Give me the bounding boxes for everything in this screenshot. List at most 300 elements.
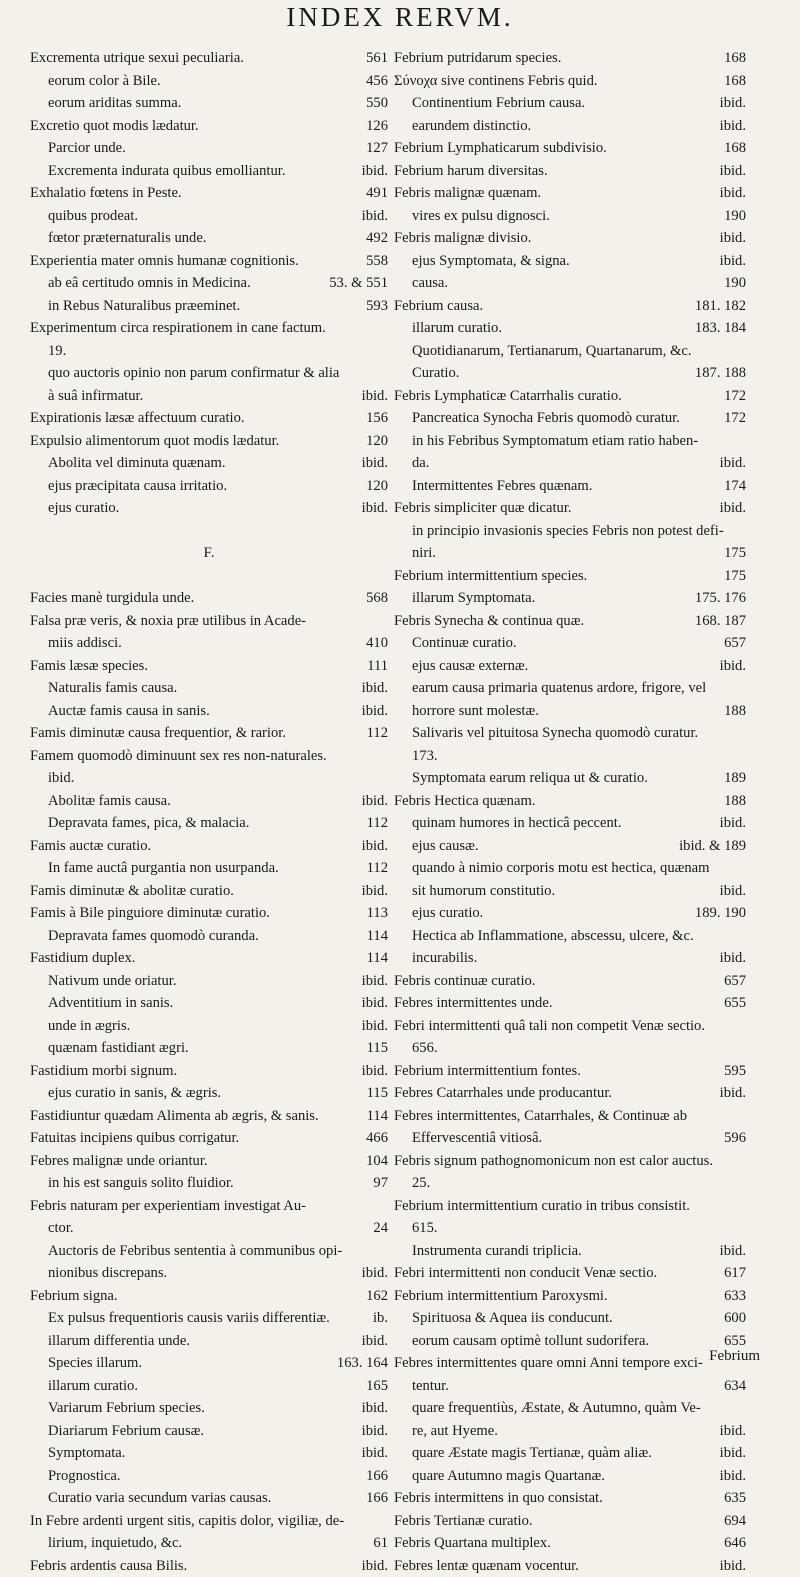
index-entry <box>394 767 746 790</box>
entry-text: ejus curatio. <box>412 902 483 925</box>
page-reference: 561 <box>360 47 388 70</box>
entry-text: Nativum unde oriatur. <box>48 970 176 993</box>
page-reference: ibid. <box>356 452 388 475</box>
index-entry <box>30 1532 388 1555</box>
entry-text: Famis diminutæ causa frequentior, & rarior. <box>30 722 286 745</box>
page-reference: 168 <box>718 47 746 70</box>
entry-text: Hectica ab Inflammatione, abscessu, ulcere, &c. <box>412 925 694 948</box>
page-reference: 114 <box>361 1105 388 1128</box>
page-reference: ibid. <box>356 160 388 183</box>
index-entry <box>394 1060 746 1083</box>
index-entry <box>394 655 746 678</box>
entry-text: Febris Synecha & continua quæ. <box>394 610 584 633</box>
entry-text: eorum color à Bile. <box>48 70 161 93</box>
index-entry <box>394 1555 746 1577</box>
index-entry <box>30 1307 388 1330</box>
index-entry <box>394 565 746 588</box>
entry-text: re, aut Hyeme. <box>412 1420 498 1443</box>
page-reference: 600 <box>718 1307 746 1330</box>
entry-text: eorum ariditas summa. <box>48 92 181 115</box>
index-entry <box>394 137 746 160</box>
index-entry <box>30 497 388 520</box>
page-reference: ibid. <box>714 880 746 903</box>
entry-text: Febris intermittens in quo consistat. <box>394 1487 603 1510</box>
entry-text: illarum differentia unde. <box>48 1330 190 1353</box>
entry-text: Febris malignæ divisio. <box>394 227 531 250</box>
entry-text: quinam humores in hecticâ peccent. <box>412 812 622 835</box>
index-entry <box>30 1105 388 1128</box>
index-entry <box>394 497 746 520</box>
entry-text: Fastidium morbi signum. <box>30 1060 177 1083</box>
page-reference: 120 <box>360 430 388 453</box>
index-entry <box>394 70 746 93</box>
page-reference: 596 <box>718 1127 746 1150</box>
page-reference: ibid. <box>356 700 388 723</box>
entry-text: eorum causam optimè tollunt sudorifera. <box>412 1330 649 1353</box>
entry-text: Abolita vel diminuta quænam. <box>48 452 226 475</box>
entry-text: Febrium intermittentium fontes. <box>394 1060 581 1083</box>
page-reference: 593 <box>360 295 388 318</box>
page-reference: 491 <box>360 182 388 205</box>
page-reference: 558 <box>360 250 388 273</box>
entry-text: Symptomata. <box>48 1442 125 1465</box>
entry-text: Instrumenta curandi triplicia. <box>412 1240 582 1263</box>
page-reference: ibid. <box>356 1330 388 1353</box>
index-entry <box>30 272 388 295</box>
entry-text: Febris Quartana multiplex. <box>394 1532 551 1555</box>
entry-text: Expulsio alimentorum quot modis lædatur. <box>30 430 279 453</box>
entry-text: Curatio. <box>412 362 459 385</box>
entry-text: Intermittentes Febres quænam. <box>412 475 592 498</box>
index-entry <box>30 700 388 723</box>
page-reference: 410 <box>360 632 388 655</box>
page-reference: ibid. & 189 <box>673 835 746 858</box>
index-entry <box>394 430 746 453</box>
page-reference: ibid. <box>356 1442 388 1465</box>
index-entry <box>394 992 746 1015</box>
entry-text: Febres malignæ unde oriantur. <box>30 1150 208 1173</box>
index-entry <box>394 1420 746 1443</box>
index-entry <box>30 767 388 790</box>
page-reference: ibid. <box>714 227 746 250</box>
index-entry <box>30 430 388 453</box>
page-reference: 183. 184 <box>689 317 746 340</box>
entry-text: 615. <box>412 1217 438 1240</box>
page-reference: 635 <box>718 1487 746 1510</box>
page-reference: 156 <box>360 407 388 430</box>
entry-text: Salivaris vel pituitosa Synecha quomodò curatur. <box>412 722 698 745</box>
index-entry <box>30 947 388 970</box>
page-reference: 166 <box>360 1465 388 1488</box>
index-entry <box>30 1442 388 1465</box>
index-entry <box>30 655 388 678</box>
page-reference: 655 <box>718 1330 746 1353</box>
entry-text: 173. <box>412 745 438 768</box>
index-entry <box>30 1127 388 1150</box>
index-entry <box>30 1375 388 1398</box>
index-entry <box>394 745 746 768</box>
index-entry <box>394 835 746 858</box>
index-entry <box>30 1555 388 1577</box>
index-entry <box>394 947 746 970</box>
page-reference: 97 <box>367 1172 388 1195</box>
index-entry <box>394 520 746 543</box>
entry-text: Exhalatio fœtens in Peste. <box>30 182 182 205</box>
page-reference: ibid. <box>714 1442 746 1465</box>
index-entry <box>30 452 388 475</box>
entry-text: Febres Catarrhales unde producantur. <box>394 1082 612 1105</box>
page-reference: 168 <box>718 70 746 93</box>
page-reference: 646 <box>718 1532 746 1555</box>
index-entry <box>394 1172 746 1195</box>
page-reference: ibid. <box>714 1555 746 1577</box>
entry-text: Febrium causa. <box>394 295 483 318</box>
entry-text: Continentium Febrium causa. <box>412 92 585 115</box>
index-entry <box>394 1150 746 1173</box>
page-reference: ibid. <box>714 812 746 835</box>
entry-text: ejus causæ. <box>412 835 478 858</box>
entry-text: ab eâ certitudo omnis in Medicina. <box>48 272 251 295</box>
entry-text: Continuæ curatio. <box>412 632 517 655</box>
page-reference: 175. 176 <box>689 587 746 610</box>
entry-text: illarum Symptomata. <box>412 587 535 610</box>
page-reference: ibid. <box>356 1420 388 1443</box>
index-entry <box>394 182 746 205</box>
page-reference: ibid. <box>714 1420 746 1443</box>
index-entry <box>30 407 388 430</box>
entry-text: Febrium intermittentium Paroxysmi. <box>394 1285 608 1308</box>
index-entry <box>394 925 746 948</box>
page-reference: 657 <box>718 970 746 993</box>
entry-text: Depravata fames quomodò curanda. <box>48 925 259 948</box>
page-reference: ibid. <box>714 655 746 678</box>
page-reference: ibid. <box>356 205 388 228</box>
entry-text: quare Æstate magis Tertianæ, quàm aliæ. <box>412 1442 652 1465</box>
page-reference: 634 <box>718 1375 746 1398</box>
index-entry <box>30 880 388 903</box>
index-entry <box>30 115 388 138</box>
index-entry <box>394 205 746 228</box>
page-reference: 188 <box>718 700 746 723</box>
page-reference: ibid. <box>356 1262 388 1285</box>
page-reference: ibid. <box>714 1082 746 1105</box>
page-reference: 175 <box>718 542 746 565</box>
entry-text: Expirationis læsæ affectuum curatio. <box>30 407 245 430</box>
page-reference: 120 <box>360 475 388 498</box>
index-entry <box>394 1442 746 1465</box>
entry-text: Depravata fames, pica, & malacia. <box>48 812 249 835</box>
entry-text: Febris continuæ curatio. <box>394 970 535 993</box>
entry-text: Variarum Febrium species. <box>48 1397 205 1420</box>
entry-text: 656. <box>412 1037 438 1060</box>
page-reference: ibid. <box>356 677 388 700</box>
entry-text: incurabilis. <box>412 947 477 970</box>
index-entry <box>30 250 388 273</box>
entry-text: Febres lentæ quænam vocentur. <box>394 1555 579 1577</box>
entry-text: in his Febribus Symptomatum etiam ratio haben- <box>412 430 698 453</box>
page-reference: 163. 164 <box>331 1352 388 1375</box>
index-entry <box>30 1060 388 1083</box>
entry-text: lirium, inquietudo, &c. <box>48 1532 182 1555</box>
page-reference: 456 <box>360 70 388 93</box>
entry-text: Febris simpliciter quæ dicatur. <box>394 497 572 520</box>
entry-text: 19. <box>48 340 66 363</box>
entry-text: Naturalis famis causa. <box>48 677 177 700</box>
entry-text: miis addisci. <box>48 632 122 655</box>
entry-text: niri. <box>412 542 436 565</box>
left-column <box>30 47 388 1577</box>
page-reference: ibid. <box>714 182 746 205</box>
entry-text: horrore sunt molestæ. <box>412 700 539 723</box>
entry-text: Pancreatica Synocha Febris quomodò curatur. <box>412 407 680 430</box>
index-entry <box>30 902 388 925</box>
entry-text: à suâ infirmatur. <box>48 385 143 408</box>
index-entry <box>394 632 746 655</box>
page-reference: 187. 188 <box>689 362 746 385</box>
index-entry <box>30 812 388 835</box>
entry-text: illarum curatio. <box>412 317 502 340</box>
page-reference: ibid. <box>356 385 388 408</box>
index-entry <box>30 340 388 363</box>
page-reference: ibid. <box>714 115 746 138</box>
section-letter <box>30 542 388 565</box>
index-entry <box>30 92 388 115</box>
index-entry <box>30 295 388 318</box>
index-entry <box>394 1510 746 1533</box>
page-reference: ibid. <box>714 497 746 520</box>
entry-text: quare Autumno magis Quartanæ. <box>412 1465 605 1488</box>
entry-text: quando à nimio corporis motu est hectica, quænam <box>412 857 709 880</box>
entry-text: ejus Symptomata, & signa. <box>412 250 570 273</box>
index-entry <box>30 565 388 588</box>
page-reference: 127 <box>360 137 388 160</box>
index-entry <box>394 452 746 475</box>
index-entry <box>30 1510 388 1533</box>
page-reference: 190 <box>718 205 746 228</box>
entry-text: Facies manè turgidula unde. <box>30 587 194 610</box>
page-reference: ibid. <box>714 947 746 970</box>
index-entry <box>394 610 746 633</box>
index-entry <box>30 1285 388 1308</box>
index-entry <box>30 745 388 768</box>
page-reference: 172 <box>718 385 746 408</box>
index-entry <box>394 362 746 385</box>
entry-text: Quotidianarum, Tertianarum, Quartanarum, &c. <box>412 340 692 363</box>
page-reference: 595 <box>718 1060 746 1083</box>
right-column <box>394 47 746 1577</box>
page-reference: 174 <box>718 475 746 498</box>
entry-text: Febris signum pathognomonicum non est calor auctus. <box>394 1150 713 1173</box>
page-reference: ibid. <box>356 790 388 813</box>
entry-text: Auctæ famis causa in sanis. <box>48 700 210 723</box>
page-reference: 113 <box>361 902 388 925</box>
index-entry <box>30 160 388 183</box>
index-entry <box>30 1465 388 1488</box>
entry-text: tentur. <box>412 1375 449 1398</box>
index-entry <box>30 1082 388 1105</box>
index-entry <box>30 925 388 948</box>
entry-text: nionibus discrepans. <box>48 1262 167 1285</box>
entry-text: unde in ægris. <box>48 1015 130 1038</box>
index-entry <box>30 1172 388 1195</box>
index-entry <box>30 1240 388 1263</box>
index-entry <box>394 812 746 835</box>
index-entry <box>394 47 746 70</box>
entry-text: in principio invasionis species Febris non potest defi- <box>412 520 724 543</box>
index-entry <box>394 587 746 610</box>
index-entry <box>394 1397 746 1420</box>
page-reference: ibid. <box>714 452 746 475</box>
index-entry <box>394 1262 746 1285</box>
index-entry <box>30 205 388 228</box>
entry-text: Febrium intermittentium species. <box>394 565 587 588</box>
index-entry <box>394 1330 746 1353</box>
entry-text: fœtor præternaturalis unde. <box>48 227 206 250</box>
entry-text: Febrium signa. <box>30 1285 118 1308</box>
index-entry <box>30 1150 388 1173</box>
entry-text: ibid. <box>48 767 74 790</box>
index-entry <box>394 857 746 880</box>
index-entry <box>394 1105 746 1128</box>
entry-text: Prognostica. <box>48 1465 121 1488</box>
page-reference: 162 <box>360 1285 388 1308</box>
page-reference: ibid. <box>714 250 746 273</box>
entry-text: causa. <box>412 272 448 295</box>
page-reference: 189. 190 <box>689 902 746 925</box>
entry-text: Febres intermittentes, Catarrhales, & Continuæ ab <box>394 1105 687 1128</box>
page-reference: 657 <box>718 632 746 655</box>
index-entry <box>394 250 746 273</box>
page-reference: ibid. <box>356 1397 388 1420</box>
index-entry <box>30 1195 388 1218</box>
entry-text: Ex pulsus frequentioris causis variis differentiæ. <box>48 1307 330 1330</box>
page-reference: 550 <box>360 92 388 115</box>
entry-text: Febris malignæ quænam. <box>394 182 541 205</box>
index-entry <box>394 970 746 993</box>
page-reference: ibid. <box>714 92 746 115</box>
entry-text: Diariarum Febrium causæ. <box>48 1420 204 1443</box>
index-entry <box>394 227 746 250</box>
index-entry <box>394 1352 746 1375</box>
entry-text: Excrementa indurata quibus emolliantur. <box>48 160 285 183</box>
index-entry <box>394 1532 746 1555</box>
entry-text: Febrium putridarum species. <box>394 47 561 70</box>
index-entry <box>394 295 746 318</box>
entry-text: In fame auctâ purgantia non usurpanda. <box>48 857 279 880</box>
page-reference: 61 <box>367 1532 388 1555</box>
entry-text: Abolitæ famis causa. <box>48 790 171 813</box>
entry-text: Spirituosa & Aquea iis conducunt. <box>412 1307 613 1330</box>
entry-text: F. <box>204 542 215 565</box>
index-entry <box>30 632 388 655</box>
index-entry <box>394 700 746 723</box>
index-entry <box>394 1285 746 1308</box>
page-reference: 114 <box>361 947 388 970</box>
entry-text: 25. <box>412 1172 430 1195</box>
entry-text: in his est sanguis solito fluidior. <box>48 1172 234 1195</box>
index-entry <box>394 340 746 363</box>
entry-text: quo auctoris opinio non parum confirmatur & alia <box>48 362 339 385</box>
page-reference: ib. <box>367 1307 388 1330</box>
index-entry <box>30 722 388 745</box>
entry-text: in Rebus Naturalibus præeminet. <box>48 295 240 318</box>
index-entry <box>394 1465 746 1488</box>
page-reference: ibid. <box>714 1465 746 1488</box>
page-reference: ibid. <box>356 497 388 520</box>
index-entry <box>394 1375 746 1398</box>
entry-text: Parcior unde. <box>48 137 126 160</box>
entry-text: Febri intermittenti non conducit Venæ sectio. <box>394 1262 657 1285</box>
entry-text: Febris Hectica quænam. <box>394 790 535 813</box>
index-entry <box>394 902 746 925</box>
index-entry <box>30 1352 388 1375</box>
page-reference: 111 <box>361 655 388 678</box>
entry-text: Experientia mater omnis humanæ cognitionis. <box>30 250 299 273</box>
index-entry <box>30 227 388 250</box>
page-reference: 53. & 551 <box>323 272 388 295</box>
page-reference: 617 <box>718 1262 746 1285</box>
page-reference: ibid. <box>714 1240 746 1263</box>
page-reference: 112 <box>361 857 388 880</box>
entry-text: Curatio varia secundum varias causas. <box>48 1487 271 1510</box>
entry-text: Febris naturam per experientiam investigat Au- <box>30 1195 306 1218</box>
index-entry <box>30 475 388 498</box>
page-reference: 112 <box>361 722 388 745</box>
entry-text: Febris Tertianæ curatio. <box>394 1510 533 1533</box>
page-reference: ibid. <box>356 880 388 903</box>
page-reference: 168 <box>718 137 746 160</box>
page-reference: 165 <box>360 1375 388 1398</box>
index-entry <box>30 610 388 633</box>
page-reference: 694 <box>718 1510 746 1533</box>
entry-text: quibus prodeat. <box>48 205 138 228</box>
page-reference: ibid. <box>356 1555 388 1577</box>
entry-text: Experimentum circa respirationem in cane factum. <box>30 317 326 340</box>
entry-text: Auctoris de Febribus sententia à communibus opi- <box>48 1240 342 1263</box>
entry-text: Febrium harum diversitas. <box>394 160 548 183</box>
page-reference: 172 <box>718 407 746 430</box>
index-entry <box>394 115 746 138</box>
entry-text: Febris ardentis causa Bilis. <box>30 1555 187 1577</box>
index-entry <box>30 1487 388 1510</box>
entry-text: Febres intermittentes quare omni Anni tempore exci- <box>394 1352 703 1375</box>
page-reference: 175 <box>718 565 746 588</box>
index-entry <box>30 182 388 205</box>
index-entry <box>30 137 388 160</box>
page-reference: ibid. <box>356 1060 388 1083</box>
entry-text: Famis à Bile pinguiore diminutæ curatio. <box>30 902 270 925</box>
entry-text: In Febre ardenti urgent sitis, capitis dolor, vigiliæ, de- <box>30 1510 344 1533</box>
index-entry <box>394 722 746 745</box>
entry-text: Σύνοχα sive continens Febris quid. <box>394 70 598 93</box>
entry-text: vires ex pulsu dignosci. <box>412 205 550 228</box>
index-entry <box>30 1037 388 1060</box>
entry-text: Febri intermittenti quâ tali non competit Venæ sectio. <box>394 1015 705 1038</box>
index-entry <box>394 1015 746 1038</box>
entry-text: ejus curatio. <box>48 497 119 520</box>
index-entry <box>30 992 388 1015</box>
entry-text: Fatuitas incipiens quibus corrigatur. <box>30 1127 239 1150</box>
page-header: INDEX RERVM. <box>0 2 800 33</box>
entry-text: Febrium intermittentium curatio in tribus consistit. <box>394 1195 690 1218</box>
index-entry <box>30 970 388 993</box>
index-entry <box>394 160 746 183</box>
index-entry <box>394 677 746 700</box>
index-entry <box>394 1037 746 1060</box>
page-reference: ibid. <box>714 160 746 183</box>
index-entry <box>394 880 746 903</box>
index-entry <box>394 790 746 813</box>
